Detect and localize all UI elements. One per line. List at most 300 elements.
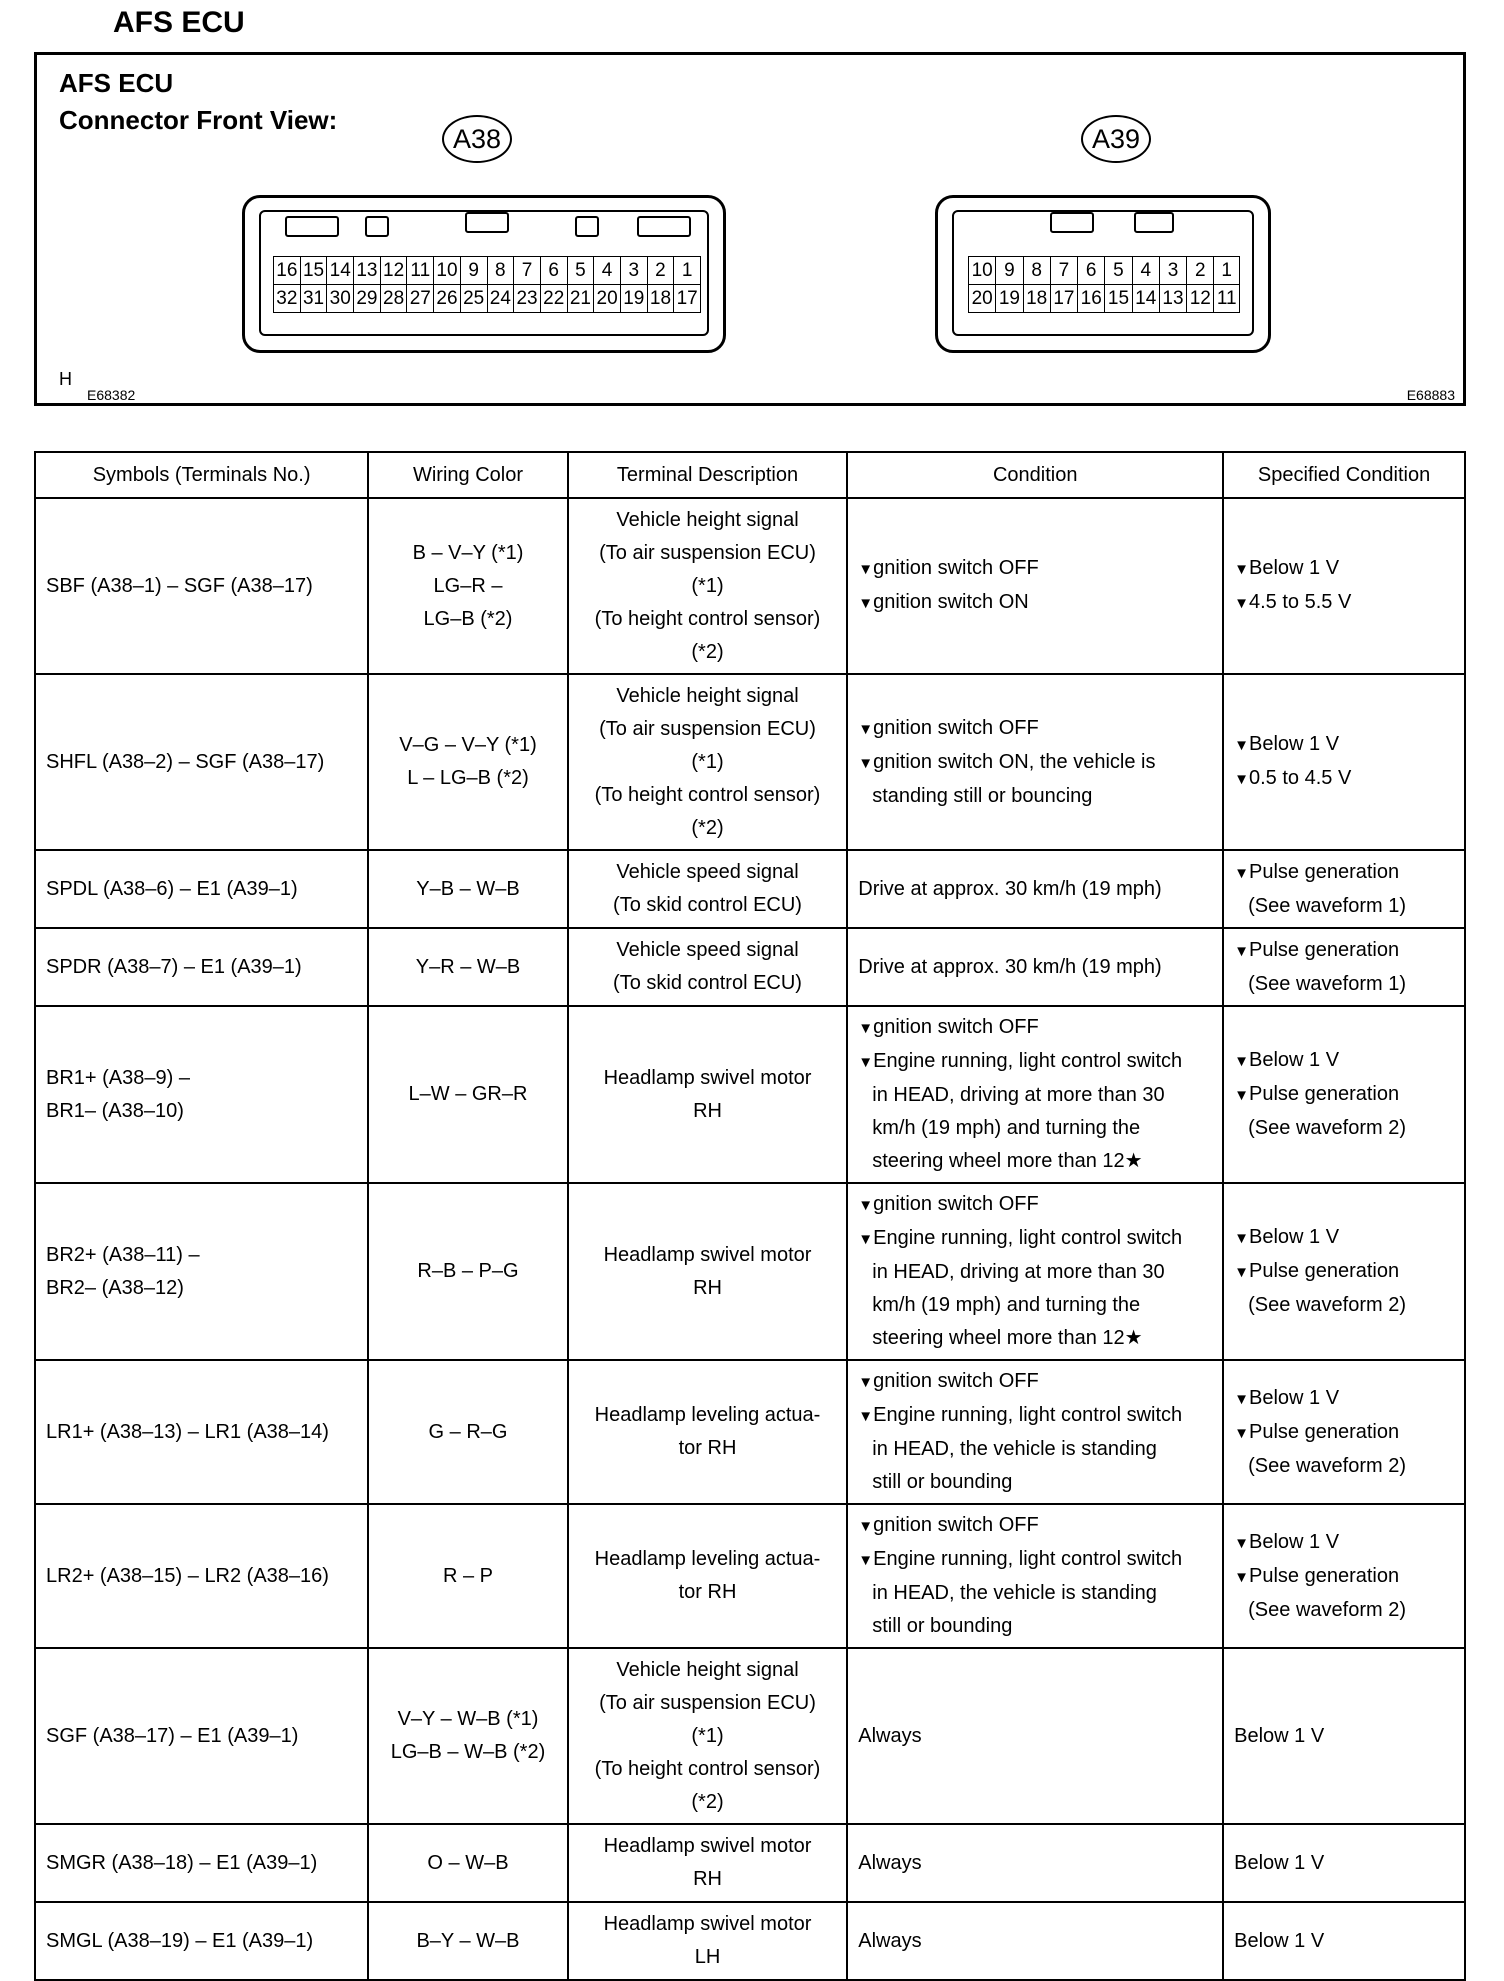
cell-line-text: steering wheel more than 12★ xyxy=(872,1150,1143,1172)
cell-line-text: Pulse generation xyxy=(1249,1564,1400,1587)
cell-wiring-color xyxy=(368,1183,568,1360)
cell-line-text: Always xyxy=(858,1724,922,1747)
cell-line-text: SPDR (A38–7) – E1 (A39–1) xyxy=(46,955,302,978)
pin-cell: 14 xyxy=(327,257,354,285)
cell-line xyxy=(579,1654,836,1687)
cell-line xyxy=(1234,1044,1454,1078)
cell-line xyxy=(858,1045,1212,1079)
cell-wiring-color xyxy=(368,1360,568,1504)
cell-line xyxy=(1234,1416,1454,1450)
cell-line xyxy=(379,951,557,984)
cell-line-text: tor RH xyxy=(678,1581,737,1603)
cell-line xyxy=(46,570,357,603)
page-title: AFS ECU xyxy=(113,6,245,39)
cell-line-text: Below 1 V xyxy=(1249,1049,1340,1071)
cell-line-text: Y–B – W–B xyxy=(416,877,520,900)
bullet-triangle-icon: ▼ xyxy=(858,561,874,578)
latch-icon xyxy=(365,216,389,237)
bullet-triangle-icon: ▼ xyxy=(1234,595,1249,612)
table-row xyxy=(35,1648,1465,1824)
pin-cell: 6 xyxy=(540,257,567,285)
cell-specified-condition xyxy=(1223,1183,1465,1360)
connector-a39 xyxy=(935,195,1271,353)
bullet-triangle-icon: ▼ xyxy=(858,1197,874,1214)
cell-terminal-description xyxy=(568,1824,847,1902)
cell-line xyxy=(858,1720,1212,1753)
pin-cell: 2 xyxy=(647,257,674,285)
bullet-triangle-icon: ▼ xyxy=(1234,864,1249,882)
cell-symbol xyxy=(35,1902,368,1980)
cell-line xyxy=(858,1847,1212,1880)
cell-line-text: LG–B (*2) xyxy=(423,607,513,630)
cell-line xyxy=(379,603,557,636)
cell-line-text: still or bounding xyxy=(872,1471,1013,1493)
cell-symbol xyxy=(35,498,368,674)
cell-line xyxy=(379,1925,557,1958)
cell-line xyxy=(858,1399,1212,1433)
cell-line xyxy=(579,1830,836,1863)
cell-line-text: Drive at approx. 30 km/h (19 mph) xyxy=(858,877,1162,900)
cell-line-text: (See waveform 2) xyxy=(1248,1454,1406,1477)
cell-line-text: (To air suspension ECU) xyxy=(599,541,816,564)
cell-line-text: gnition switch OFF xyxy=(873,1193,1039,1215)
cell-line xyxy=(858,1466,1212,1499)
pin-cell: 30 xyxy=(327,285,354,313)
cell-condition xyxy=(847,1006,1223,1183)
cell-line xyxy=(1234,1255,1454,1289)
cell-line xyxy=(579,812,836,845)
cell-line xyxy=(858,1433,1212,1466)
cell-line-text: (To skid control ECU) xyxy=(613,972,802,994)
cell-line xyxy=(379,762,557,795)
cell-condition xyxy=(847,928,1223,1006)
cell-line-text: Vehicle speed signal xyxy=(616,939,799,961)
latch-icon xyxy=(1050,212,1094,233)
cell-line-text: R–B – P–G xyxy=(417,1260,519,1282)
cell-line-text: (See waveform 2) xyxy=(1248,1598,1406,1621)
pin-cell: 18 xyxy=(647,285,674,313)
cell-line xyxy=(379,1847,557,1880)
pin-cell: 28 xyxy=(380,285,407,313)
table-row xyxy=(35,1902,1465,1980)
cell-line-text: (*1) xyxy=(691,750,724,773)
cell-line xyxy=(1234,728,1454,762)
cell-line xyxy=(379,873,557,906)
cell-line-text: (To height control sensor) xyxy=(594,783,821,806)
cell-line-text: Headlamp leveling actua- xyxy=(594,1548,821,1570)
cell-line-text: gnition switch OFF xyxy=(873,557,1039,579)
cell-symbol xyxy=(35,1824,368,1902)
cell-condition xyxy=(847,1902,1223,1980)
cell-condition xyxy=(847,850,1223,928)
cell-line-text: Vehicle speed signal xyxy=(616,861,799,883)
cell-wiring-color xyxy=(368,498,568,674)
cell-line-text: LG–B – W–B (*2) xyxy=(390,1741,546,1763)
table-row xyxy=(35,674,1465,850)
cell-line-text: gnition switch ON xyxy=(873,591,1029,613)
cell-wiring-color xyxy=(368,1006,568,1183)
pin-cell: 15 xyxy=(1105,285,1132,313)
pin-cell: 4 xyxy=(1132,257,1159,285)
cell-line-text: RH xyxy=(693,1099,722,1122)
bullet-triangle-icon: ▼ xyxy=(858,1408,874,1425)
cell-line xyxy=(379,1736,557,1769)
pin-cell: 19 xyxy=(996,285,1023,313)
cell-line xyxy=(579,1753,836,1786)
cell-line-text: SMGL (A38–19) – E1 (A39–1) xyxy=(46,1929,314,1952)
pin-cell: 25 xyxy=(460,285,487,313)
pin-cell: 10 xyxy=(434,257,461,285)
cell-line-text: steering wheel more than 12★ xyxy=(872,1327,1143,1349)
cell-line xyxy=(579,1687,836,1720)
cell-line-text: Below 1 V xyxy=(1234,1851,1325,1874)
bullet-triangle-icon: ▼ xyxy=(858,720,874,738)
cell-line xyxy=(579,1543,836,1576)
bullet-triangle-icon: ▼ xyxy=(1234,1053,1249,1070)
cell-line-text: 0.5 to 4.5 V xyxy=(1249,767,1352,789)
cell-wiring-color xyxy=(368,850,568,928)
cell-line-text: in HEAD, the vehicle is standing xyxy=(872,1438,1157,1460)
bullet-triangle-icon: ▼ xyxy=(858,595,874,612)
cell-line xyxy=(379,1078,557,1111)
cell-line xyxy=(858,1365,1212,1399)
cell-line-text: Below 1 V xyxy=(1234,1929,1325,1952)
cell-line xyxy=(579,680,836,713)
pin-cell: 1 xyxy=(1214,257,1240,285)
table-row xyxy=(35,928,1465,1006)
cell-wiring-color xyxy=(368,1648,568,1824)
pin-cell: 17 xyxy=(674,285,701,313)
cell-line-text: in HEAD, the vehicle is standing xyxy=(872,1582,1157,1604)
cell-line xyxy=(1234,762,1454,796)
pin-cell: 8 xyxy=(1023,257,1050,285)
cell-specified-condition xyxy=(1223,1824,1465,1902)
cell-line xyxy=(579,1786,836,1819)
latch-icon xyxy=(575,216,599,237)
cell-condition xyxy=(847,1504,1223,1648)
cell-line xyxy=(46,951,357,984)
cell-line xyxy=(858,552,1212,586)
cell-line xyxy=(1234,1925,1454,1958)
cell-terminal-description xyxy=(568,850,847,928)
bullet-triangle-icon: ▼ xyxy=(1234,561,1249,578)
cell-line-text: (*2) xyxy=(691,640,724,663)
table-header-row xyxy=(35,452,1465,498)
figure-label-line1: AFS ECU xyxy=(59,68,174,98)
cell-terminal-description xyxy=(568,928,847,1006)
cell-line xyxy=(858,586,1212,620)
cell-line xyxy=(379,729,557,762)
cell-symbol xyxy=(35,1360,368,1504)
cell-line xyxy=(46,1239,357,1272)
cell-line xyxy=(1234,1560,1454,1594)
cell-line xyxy=(579,1399,836,1432)
cell-terminal-description xyxy=(568,498,847,674)
bullet-triangle-icon: ▼ xyxy=(858,1374,874,1391)
cell-line-text: gnition switch ON, the vehicle is xyxy=(873,750,1156,773)
pin-cell: 13 xyxy=(1159,285,1186,313)
cell-line-text: (*2) xyxy=(691,1790,724,1813)
bullet-triangle-icon: ▼ xyxy=(1234,1424,1249,1442)
cell-line-text: Drive at approx. 30 km/h (19 mph) xyxy=(858,955,1162,978)
bullet-triangle-icon: ▼ xyxy=(858,1020,874,1037)
pin-cell: 12 xyxy=(380,257,407,285)
cell-line-text: (See waveform 2) xyxy=(1248,1294,1406,1316)
cell-line-text: Headlamp leveling actua- xyxy=(594,1404,821,1426)
cell-line xyxy=(1234,890,1454,923)
header-terminal-description: Terminal Description xyxy=(568,452,847,498)
cell-line-text: Headlamp swivel motor xyxy=(603,1243,812,1266)
cell-line xyxy=(46,1062,357,1095)
pin-cell: 16 xyxy=(274,257,301,285)
figure-mark: H xyxy=(59,369,72,389)
cell-terminal-description xyxy=(568,1183,847,1360)
cell-line-text: RH xyxy=(693,1868,722,1890)
bullet-triangle-icon: ▼ xyxy=(1234,771,1249,788)
cell-line-text: Pulse generation xyxy=(1249,1420,1400,1443)
pin-cell: 5 xyxy=(567,257,594,285)
cell-line xyxy=(46,746,357,779)
cell-line xyxy=(858,1188,1212,1222)
pin-cell: 14 xyxy=(1132,285,1159,313)
cell-line-text: Engine running, light control switch xyxy=(873,1050,1183,1072)
cell-line xyxy=(858,1011,1212,1045)
terminal-spec-table xyxy=(34,451,1466,1981)
cell-line-text: Always xyxy=(858,1929,922,1952)
cell-condition xyxy=(847,674,1223,850)
cell-line-text: Below 1 V xyxy=(1249,733,1340,755)
latch-icon xyxy=(465,212,509,233)
pin-cell: 8 xyxy=(487,257,514,285)
pin-cell: 6 xyxy=(1078,257,1105,285)
connector-a39-tag: A39 xyxy=(1081,115,1151,163)
pin-row xyxy=(969,257,1240,285)
pin-cell: 9 xyxy=(996,257,1023,285)
cell-line-text: (*1) xyxy=(691,1724,724,1747)
cell-line xyxy=(858,951,1212,984)
cell-line-text: in HEAD, driving at more than 30 xyxy=(872,1261,1165,1283)
pin-cell: 32 xyxy=(274,285,301,313)
bullet-triangle-icon: ▼ xyxy=(1234,1230,1249,1247)
pin-row xyxy=(969,285,1240,313)
cell-line-text: LR1+ (A38–13) – LR1 (A38–14) xyxy=(46,1420,329,1443)
pin-cell: 9 xyxy=(460,257,487,285)
pin-cell: 23 xyxy=(514,285,541,313)
table-row xyxy=(35,1504,1465,1648)
cell-line xyxy=(46,1720,357,1753)
pin-cell: 16 xyxy=(1078,285,1105,313)
cell-wiring-color xyxy=(368,1824,568,1902)
bullet-triangle-icon: ▼ xyxy=(858,1518,874,1535)
cell-line-text: Always xyxy=(858,1851,922,1874)
header-symbols: Symbols (Terminals No.) xyxy=(35,452,368,498)
cell-line-text: LH xyxy=(694,1946,721,1968)
cell-line xyxy=(379,537,557,570)
cell-line xyxy=(46,1095,357,1128)
bullet-triangle-icon: ▼ xyxy=(1234,1264,1249,1281)
pin-cell: 11 xyxy=(1214,285,1240,313)
cell-line xyxy=(1234,1526,1454,1560)
pin-cell: 1 xyxy=(674,257,701,285)
cell-line xyxy=(858,1145,1212,1178)
pin-cell: 15 xyxy=(300,257,327,285)
cell-line-text: Y–R – W–B xyxy=(415,955,521,978)
pin-cell: 17 xyxy=(1050,285,1077,313)
cell-condition xyxy=(847,498,1223,674)
cell-line xyxy=(579,713,836,746)
pin-cell: 31 xyxy=(300,285,327,313)
cell-line-text: BR2+ (A38–11) – xyxy=(46,1243,200,1266)
cell-line-text: (*2) xyxy=(691,816,724,839)
cell-line xyxy=(579,1941,836,1974)
cell-line xyxy=(858,1079,1212,1112)
cell-line xyxy=(579,1062,836,1095)
cell-line xyxy=(579,1239,836,1272)
pin-cell: 13 xyxy=(354,257,381,285)
cell-line-text: RH xyxy=(693,1276,722,1299)
cell-line-text: LG–R – xyxy=(433,574,503,597)
figure-label xyxy=(59,65,337,139)
pin-cell: 11 xyxy=(407,257,434,285)
cell-specified-condition xyxy=(1223,674,1465,850)
latch-icon xyxy=(637,216,691,237)
cell-line xyxy=(1234,1594,1454,1627)
cell-line-text: (To air suspension ECU) xyxy=(599,1691,816,1714)
cell-line-text: B – V–Y (*1) xyxy=(412,541,524,564)
cell-specified-condition xyxy=(1223,1648,1465,1824)
pin-cell: 10 xyxy=(969,257,996,285)
cell-line xyxy=(858,1509,1212,1543)
cell-symbol xyxy=(35,1504,368,1648)
cell-line xyxy=(858,746,1212,780)
cell-line-text: Engine running, light control switch xyxy=(873,1548,1183,1570)
bullet-triangle-icon: ▼ xyxy=(1234,1390,1249,1408)
cell-line xyxy=(579,1863,836,1896)
cell-line xyxy=(579,1095,836,1128)
cell-line xyxy=(579,746,836,779)
connector-figure xyxy=(34,52,1466,406)
table-row xyxy=(35,850,1465,928)
pin-row xyxy=(274,257,701,285)
cell-line xyxy=(858,1925,1212,1958)
bullet-triangle-icon: ▼ xyxy=(1234,1568,1249,1586)
cell-line-text: (To skid control ECU) xyxy=(613,894,802,916)
cell-specified-condition xyxy=(1223,928,1465,1006)
cell-line xyxy=(1234,934,1454,968)
bullet-triangle-icon: ▼ xyxy=(1234,942,1249,960)
cell-condition xyxy=(847,1824,1223,1902)
cell-line xyxy=(579,570,836,603)
pin-cell: 24 xyxy=(487,285,514,313)
cell-line xyxy=(46,1847,357,1880)
cell-line xyxy=(1234,1720,1454,1753)
pin-cell: 4 xyxy=(594,257,621,285)
cell-line xyxy=(579,636,836,669)
cell-line xyxy=(1234,552,1454,586)
cell-line-text: Pulse generation xyxy=(1249,1083,1400,1105)
cell-line xyxy=(858,1543,1212,1577)
cell-line xyxy=(579,967,836,1000)
pin-cell: 3 xyxy=(1159,257,1186,285)
cell-specified-condition xyxy=(1223,1006,1465,1183)
pin-cell: 5 xyxy=(1105,257,1132,285)
cell-terminal-description xyxy=(568,674,847,850)
cell-wiring-color xyxy=(368,1902,568,1980)
cell-line-text: (To air suspension ECU) xyxy=(599,717,816,740)
cell-line-text: (See waveform 1) xyxy=(1248,894,1406,917)
cell-specified-condition xyxy=(1223,1504,1465,1648)
cell-line-text: Engine running, light control switch xyxy=(873,1404,1183,1426)
cell-condition xyxy=(847,1360,1223,1504)
cell-symbol xyxy=(35,928,368,1006)
table-row xyxy=(35,1360,1465,1504)
cell-line-text: still or bounding xyxy=(872,1615,1013,1637)
latch-icon xyxy=(1134,212,1174,233)
pin-cell: 20 xyxy=(969,285,996,313)
cell-line-text: SMGR (A38–18) – E1 (A39–1) xyxy=(46,1851,318,1874)
cell-line xyxy=(858,1610,1212,1643)
cell-symbol xyxy=(35,674,368,850)
cell-line xyxy=(1234,1289,1454,1322)
bullet-triangle-icon: ▼ xyxy=(1234,1534,1249,1552)
cell-line xyxy=(1234,1221,1454,1255)
cell-line xyxy=(858,873,1212,906)
cell-line xyxy=(858,1222,1212,1256)
cell-terminal-description xyxy=(568,1360,847,1504)
cell-line-text: Below 1 V xyxy=(1249,557,1340,579)
cell-line xyxy=(579,1720,836,1753)
cell-line-text: B–Y – W–B xyxy=(416,1929,520,1952)
pin-cell: 7 xyxy=(1050,257,1077,285)
cell-line-text: (See waveform 2) xyxy=(1248,1117,1406,1139)
cell-line xyxy=(46,1925,357,1958)
cell-wiring-color xyxy=(368,1504,568,1648)
cell-line-text: BR1– (A38–10) xyxy=(46,1099,184,1122)
table-row xyxy=(35,498,1465,674)
cell-terminal-description xyxy=(568,1504,847,1648)
cell-line-text: standing still or bouncing xyxy=(872,784,1093,807)
bullet-triangle-icon: ▼ xyxy=(858,1552,874,1569)
bullet-triangle-icon: ▼ xyxy=(1234,1087,1249,1104)
cell-line xyxy=(1234,1078,1454,1112)
cell-line-text: gnition switch OFF xyxy=(873,716,1039,739)
bullet-triangle-icon: ▼ xyxy=(858,754,874,772)
cell-line xyxy=(858,1289,1212,1322)
cell-line xyxy=(579,1432,836,1465)
pin-cell: 22 xyxy=(540,285,567,313)
pin-cell: 18 xyxy=(1023,285,1050,313)
cell-line xyxy=(579,537,836,570)
cell-line-text: km/h (19 mph) and turning the xyxy=(872,1294,1141,1316)
cell-specified-condition xyxy=(1223,850,1465,928)
cell-condition xyxy=(847,1648,1223,1824)
cell-terminal-description xyxy=(568,1648,847,1824)
cell-line xyxy=(858,712,1212,746)
cell-line xyxy=(1234,968,1454,1001)
cell-line xyxy=(1234,856,1454,890)
pin-cell: 2 xyxy=(1187,257,1214,285)
cell-line xyxy=(46,1416,357,1449)
cell-line-text: Headlamp swivel motor xyxy=(603,1066,812,1089)
cell-line xyxy=(579,603,836,636)
figure-code-right: E68883 xyxy=(1406,387,1455,403)
header-wiring-color: Wiring Color xyxy=(368,452,568,498)
cell-line-text: tor RH xyxy=(678,1437,737,1459)
latch-icon xyxy=(285,216,339,237)
cell-line-text: G – R–G xyxy=(428,1420,508,1443)
cell-line-text: Pulse generation xyxy=(1249,938,1400,961)
cell-line xyxy=(858,1577,1212,1610)
